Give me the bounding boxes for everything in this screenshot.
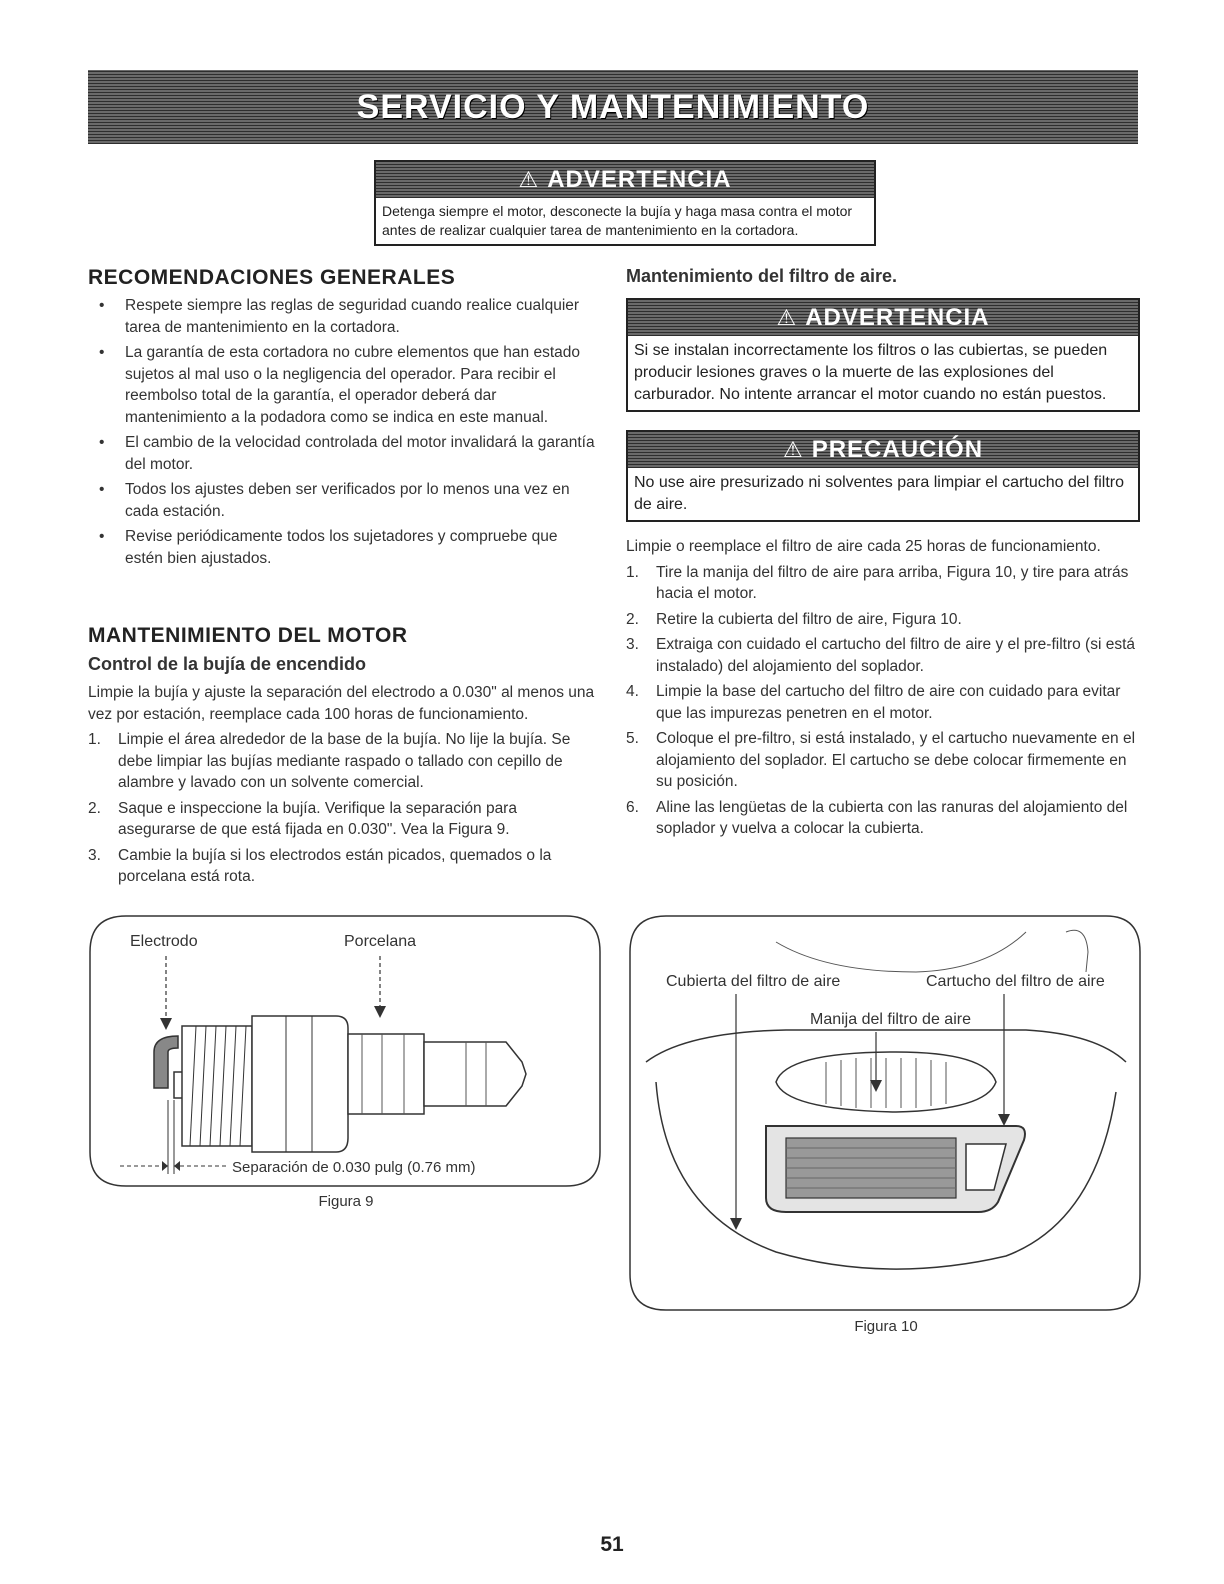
list-item — [626, 681, 1138, 724]
air-filter-section — [626, 536, 1138, 844]
air-filter-heading: Mantenimiento del filtro de aire. — [626, 266, 898, 286]
engine-outline-stroke — [1066, 930, 1088, 972]
step-text: Saque e inspeccione la bujía. Verifique la separación para asegurarse de que está fijada en 0.030". Vea la Figura 9. — [118, 799, 517, 838]
top-warning-box — [374, 160, 876, 246]
list-item: • El cambio de la velocidad controlada del motor invalidará la garantía del motor. — [95, 432, 595, 475]
step-text: Cambie la bujía si los electrodos están picados, quemados o la porcelana está rota. — [118, 846, 552, 885]
step-text: Aline las lengüetas de la cubierta con las ranuras del alojamiento del soplador y vuelva a colocar la cubierta. — [656, 798, 1128, 837]
page-header-banner — [88, 70, 1138, 144]
spark-plug-intro: Limpie la bujía y ajuste la separación del electrodo a 0.030" al menos una vez por estación, reemplace cada 100 horas de funcionamiento. — [88, 684, 595, 723]
list-item — [626, 562, 1138, 605]
step-text: Tire la manija del filtro de aire para arriba, Figura 10, y tire para atrás hacia el motor. — [656, 563, 1129, 602]
gap-arrow-head — [174, 1161, 180, 1171]
figure-9-caption: Figura 9 — [318, 1193, 374, 1210]
step-number: 4. — [626, 683, 639, 700]
air-filter-steps — [626, 562, 1138, 840]
spark-plug-steps — [88, 729, 598, 888]
warning-triangle-icon: ⚠ — [782, 437, 804, 462]
cover-label: Cubierta del filtro de aire — [666, 973, 841, 990]
list-item: • La garantía de esta cortadora no cubre elementos que han estado sujetos al mal uso o la negligencia del operador. Para recibir el reembolso total de la garantía, el operador deberá dar mantenimiento a la podadora como se indica en este manual. — [95, 342, 595, 428]
figure-9-spark-plug-diagram — [86, 912, 606, 1192]
step-number: 3. — [88, 846, 101, 864]
list-item — [88, 845, 598, 888]
spark-plug-heading: Control de la bujía de encendido — [88, 654, 367, 674]
list-item — [626, 609, 1138, 631]
gap-arrow-head — [162, 1161, 168, 1171]
step-number: 1. — [626, 563, 639, 581]
engine-outline-stroke — [776, 932, 1026, 972]
top-warning-text: Detenga siempre el motor, desconecte la bujía y haga masa contra el motor antes de realizar cualquier tarea de mantenimiento en la cortadora. — [382, 203, 853, 238]
step-text: Retire la cubierta del filtro de aire, Figura 10. — [656, 610, 962, 628]
porcelain-label: Porcelana — [344, 933, 417, 950]
caution-header — [628, 432, 1138, 468]
step-text: Limpie el área alrededor de la base de la bujía. No lije la bujía. Se debe limpiar las bujías mediante raspado o tallado con cepillo de alambre y lavado con un solvente comercial. — [118, 731, 571, 791]
caution-box — [626, 430, 1140, 522]
page-number: 51 — [600, 1533, 624, 1556]
general-recommendations-list-wrap — [95, 295, 595, 573]
hex-nut — [252, 1016, 348, 1152]
cartridge-pointer-head — [998, 1114, 1010, 1126]
step-text: Coloque el pre-filtro, si está instalado, y el cartucho nuevamente en el alojamiento del soplador. El cartucho se debe colocar firmemente en su posición. — [656, 730, 1136, 790]
porcelain-arrow-head — [374, 1006, 386, 1018]
warning-triangle-icon: ⚠ — [518, 167, 540, 192]
air-filter-warning-header — [628, 300, 1138, 336]
list-item: • Revise periódicamente todos los sujetadores y compruebe que estén bien ajustados. — [95, 526, 595, 569]
caution-text: No use aire presurizado ni solventes para limpiar el cartucho del filtro de aire. — [634, 474, 1125, 513]
gap-label: Separación de 0.030 pulg (0.76 mm) — [232, 1159, 476, 1176]
list-item — [626, 797, 1138, 840]
step-number: 2. — [88, 799, 101, 817]
figure-10-air-filter-diagram — [626, 912, 1146, 1314]
step-number: 3. — [626, 636, 639, 653]
list-item: • Respete siempre las reglas de seguridad cuando realice cualquier tarea de mantenimiento en la cortadora. — [95, 295, 595, 338]
spark-plug-section — [88, 682, 598, 892]
top-warning-title: ADVERTENCIA — [547, 166, 732, 193]
air-filter-warning-text: Si se instalan incorrectamente los filtros o las cubiertas, se pueden producir lesiones graves o la muerte de las explosiones del carburador. No intente arrancar el motor cuando no están puestos. — [634, 342, 1108, 403]
list-item — [626, 634, 1138, 677]
step-number: 1. — [88, 731, 101, 748]
step-text: Limpie la base del cartucho del filtro de aire con cuidado para evitar que las impurezas penetren en el motor. — [656, 683, 1121, 722]
list-item — [88, 729, 598, 794]
caution-title: PRECAUCIÓN — [811, 436, 984, 463]
list-item: • Todos los ajustes deben ser verificados por lo menos una vez en cada estación. — [95, 479, 595, 522]
figure-10-caption: Figura 10 — [854, 1318, 918, 1335]
step-number: 2. — [626, 610, 639, 628]
cartridge-label: Cartucho del filtro de aire — [926, 973, 1105, 990]
top-warning-header — [376, 162, 874, 198]
list-item — [88, 798, 598, 841]
warning-triangle-icon: ⚠ — [776, 305, 798, 330]
electrode-arrow-head — [160, 1018, 172, 1030]
handle-label: Manija del filtro de aire — [810, 1011, 971, 1028]
air-filter-intro: Limpie o reemplace el filtro de aire cada 25 horas de funcionamiento. — [626, 538, 1101, 555]
electrode-label: Electrodo — [130, 933, 198, 950]
air-filter-warning-title: ADVERTENCIA — [805, 304, 990, 331]
general-recommendations-list — [95, 295, 595, 569]
porcelain-insulator — [348, 1034, 424, 1114]
general-recommendations-heading: RECOMENDACIONES GENERALES — [88, 266, 456, 289]
list-item — [626, 728, 1138, 793]
page-title: SERVICIO Y MANTENIMIENTO — [356, 87, 870, 126]
step-text: Extraiga con cuidado el cartucho del filtro de aire y el pre-filtro (si está instalado) del alojamiento del soplador. — [656, 636, 1136, 675]
air-filter-warning-box — [626, 298, 1140, 412]
cover-pointer-head — [730, 1218, 742, 1230]
terminal — [424, 1042, 526, 1106]
step-number: 6. — [626, 798, 639, 816]
step-number: 5. — [626, 730, 639, 747]
engine-maintenance-heading: MANTENIMIENTO DEL MOTOR — [88, 624, 408, 647]
